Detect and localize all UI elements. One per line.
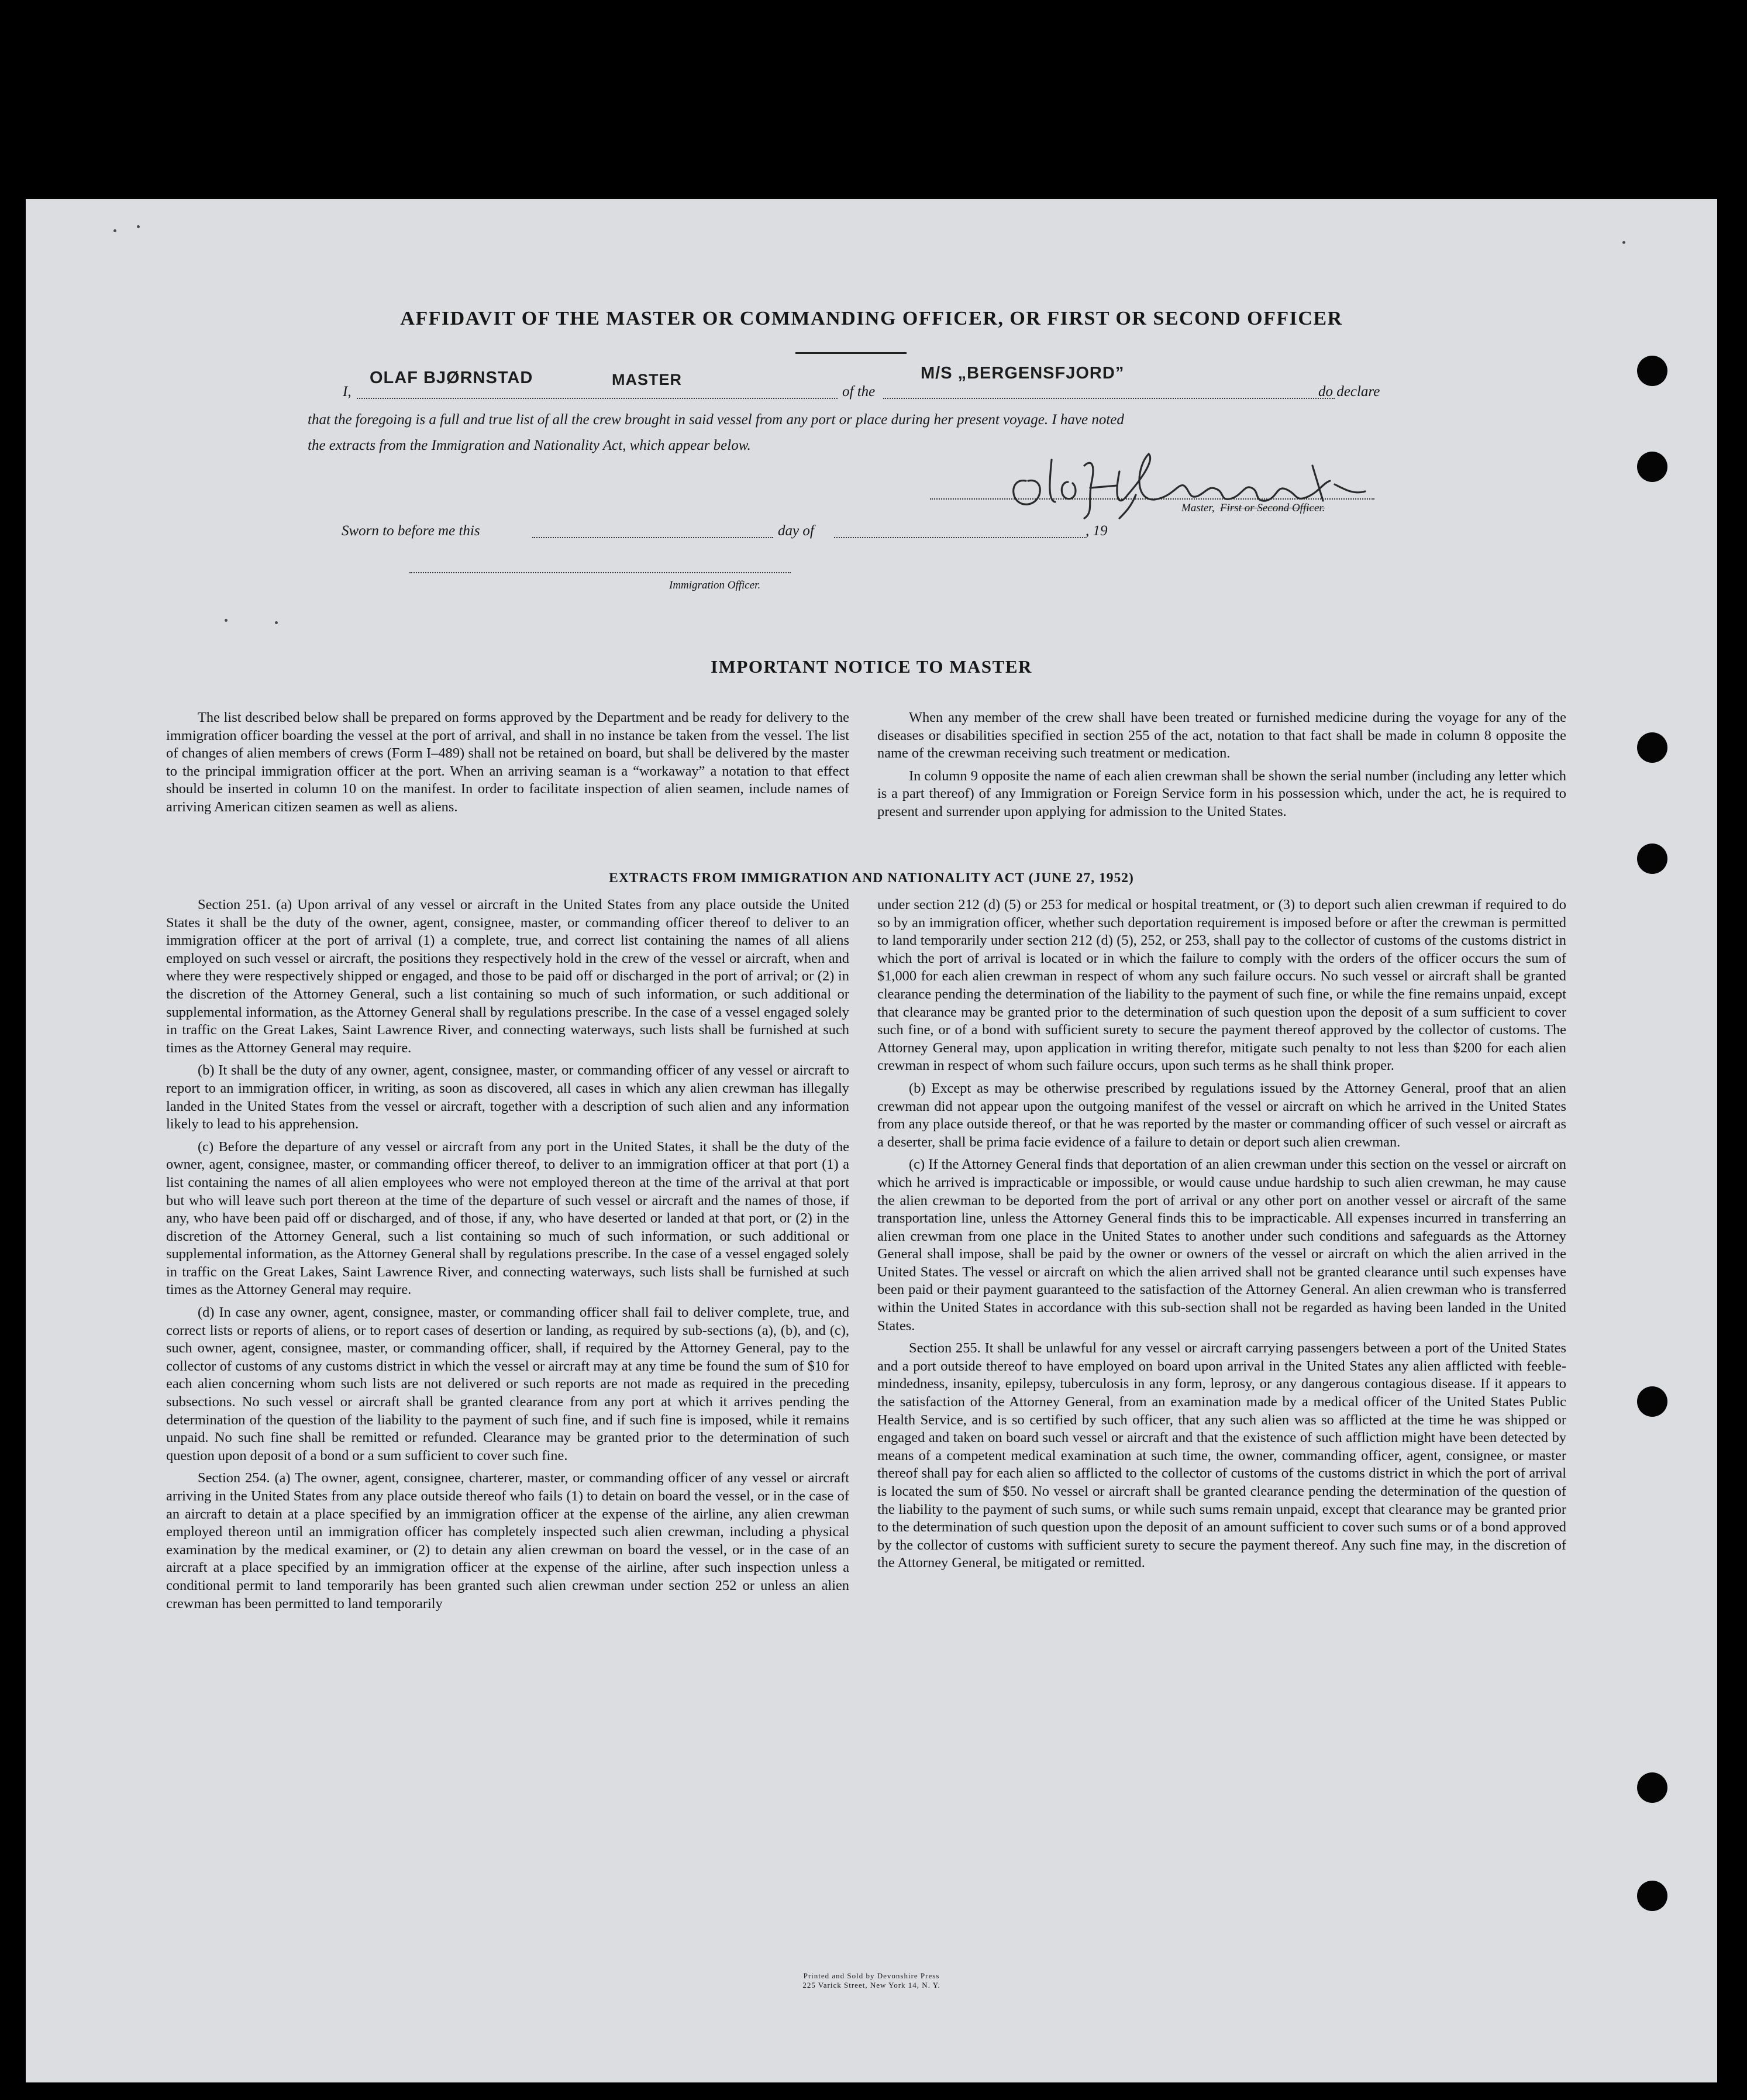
title-rule	[795, 352, 907, 354]
declaration-line-1: that the foregoing is a full and true list of all the crew brought in said vessel from any port or place during her present voyage. I have noted	[308, 412, 1124, 428]
extract-paragraph: (c) Before the departure of any vessel or aircraft from any port in the United States, it shall be the duty of the owner, agent, consignee, master, or commanding officer thereof, to deliver to an immigration officer at that port (1) a list containing the names of all alien employees who were not employed thereon at the time of the arrival at that port but who will leave such port thereon at the time of the departure of such vessel or aircraft and the names of those, if any, who have been paid off or discharged, and of those, if any, who have deserted or landed at that port, or (2) in the discretion of the Attorney General, such a list containing so much of such information, or such additional or supplemental information, as the Attorney General shall by regulations prescribe. In the case of a vessel engaged solely in traffic on the Great Lakes, Saint Lawrence River, and connecting waterways, such lists shall be furnished at such times as the Attorney General may require.	[166, 1138, 849, 1298]
notice-right-column	[877, 709, 1566, 826]
notice-title: IMPORTANT NOTICE TO MASTER	[711, 656, 1032, 677]
extracts-left-column	[166, 896, 849, 1617]
signature-caption-struck: First or Second Officer.	[1220, 502, 1325, 514]
declaration-line-2: the extracts from the Immigration and Nationality Act, which appear below.	[308, 438, 751, 453]
extract-paragraph: (d) In case any owner, agent, consignee, master, or commanding officer shall fail to deliver complete, true, and correct lists or reports of aliens, or to report cases of desertion or landing, as required by sub-sections (a), (b), and (c), such owner, agent, consignee, master, or commanding officer, shall, if required by the Attorney General, pay to the collector of customs of any customs district in which the vessel or aircraft may at any time be found the sum of $10 for each alien concerning whom such lists are not delivered or such reports are not made as required in the preceding subsections. No such vessel or aircraft shall be granted clearance from any port at which it arrives pending the determination of the question of the liability to the payment of such fine, and if such fine is imposed, while it remains unpaid. No such fine shall be remitted or refunded. Clearance may be granted prior to the determination of such question upon deposit of a bond or a sum sufficient to cover such fine.	[166, 1304, 849, 1464]
extract-paragraph: under section 212 (d) (5) or 253 for medical or hospital treatment, or (3) to deport such alien crewman if required to do so by an immigration officer, whether such deportation requirement is imposed before or after the crewman is permitted to land temporarily under section 212 (d) (5), 252, or 253, shall pay to the collector of customs of the customs district in which the port of arrival is located or in which the failure to comply with the orders of the officer occurs the sum of $1,000 for each alien crewman in respect of whom any such failure occurs. No such vessel or aircraft shall be granted clearance pending the determination of the liability to the payment of such fine, or while the fine remains unpaid, except that clearance may be granted prior to the determination of such question upon the deposit of a sum sufficient to cover such fine, or of a bond with sufficient surety to secure the payment thereof approved by the collector of customs. The Attorney General may, upon application in writing therefor, mitigate such penalty to not less than $200 for each alien crewman in respect of whom such failure occurs, upon such terms as he shall think proper.	[877, 897, 1566, 1074]
affidavit-title: AFFIDAVIT OF THE MASTER OR COMMANDING OFFICER, OR FIRST OR SECOND OFFICER	[400, 308, 1343, 329]
extract-paragraph: Section 255. It shall be unlawful for any vessel or aircraft carrying passengers between a port of the United States and a port outside thereof to have employed on board upon arrival in the United States any alien afflicted with feeble-mindedness, insanity, epilepsy, tuberculosis in any form, leprosy, or any dangerous contagious disease. If it appears to the satisfaction of the Attorney General, from an examination made by a medical officer of the United States Public Health Service, and is so certified by such officer, that any such alien was so afflicted at the time he was shipped or engaged and taken on board such vessel or aircraft and that the existence of such affliction might have been detected by means of a competent medical examination at such time, the owner, commanding officer, agent, consignee, or master thereof shall pay for each alien so afflicted to the collector of customs of the customs district in which the port of arrival is located the sum of $50. No vessel or aircraft shall be granted clearance pending the determination of the question of the liability to the payment of such sums, or while such sums remain unpaid, except that clearance may be granted prior to the determination of such question upon the deposit of an amount sufficient to cover such sums or of a bond approved by the collector of customs with sufficient surety to secure the payment thereof. Any such fine may, in the discretion of the Attorney General, be mitigated or remitted.	[877, 1340, 1566, 1571]
punch-hole	[1637, 356, 1667, 386]
vessel-stamp: M/S „BERGENSFJORD”	[921, 364, 1125, 383]
sworn-label: Sworn to before me this	[342, 523, 480, 539]
i-label: I,	[343, 384, 352, 400]
punch-hole	[1637, 1772, 1667, 1803]
extract-paragraph: Section 254. (a) The owner, agent, consignee, charterer, master, or commanding officer of any vessel or aircraft arriving in the United States from any place outside thereof who fails (1) to detain on board the vessel, or in the case of an aircraft to detain at a place specified by an immigration officer at the expense of the airline, any alien crewman employed thereon until an immigration officer has completely inspected such alien crewman, including a physical examination by the medical examiner, or (2) to detain any alien crewman on board the vessel, or in the case of an aircraft at a place specified by an immigration officer at the expense of the airline, after such inspection unless a conditional permit to land temporarily has been granted such alien crewman under section 252 or unless an alien crewman has been permitted to land temporarily	[166, 1470, 849, 1612]
printer-line-1: Printed and Sold by Devonshire Press	[803, 1971, 940, 1980]
paper-speck	[225, 619, 228, 622]
punch-hole	[1637, 732, 1667, 763]
of-the-label: of the	[842, 384, 876, 400]
extract-paragraph: (b) It shall be the duty of any owner, agent, consignee, master, or commanding officer of any vessel or aircraft to report to an immigration officer, in writing, as soon as discovered, all cases in which any alien crewman has illegally landed in the United States from the vessel or aircraft, together with a description of such alien and any information likely to lead to his apprehension.	[166, 1062, 849, 1132]
day-of-label: day of	[778, 523, 814, 539]
printer-imprint	[26, 1971, 1717, 1990]
punch-hole	[1637, 452, 1667, 482]
notice-right-paragraph-1: When any member of the crew shall have been treated or furnished medicine during the voyage for any of the diseases or disabilities specified in section 255 of the act, notation to that fact shall be made in column 8 opposite the name of the crewman receiving such treatment or medication.	[877, 710, 1566, 762]
paper-speck	[275, 621, 278, 624]
sworn-day-line	[532, 537, 773, 538]
vessel-line	[883, 398, 1335, 399]
master-name-stamp: OLAF BJØRNSTAD	[370, 369, 533, 387]
extract-paragraph: (b) Except as may be otherwise prescribed by regulations issued by the Attorney General, proof that an alien crewman did not appear upon the outgoing manifest of the vessel or aircraft on which he arrived in the United States from any place outside thereof, or that he was reported by the master or commanding officer of such vessel or aircraft as a deserter, shall be prima facie evidence of a failure to detain or deport such alien crewman.	[877, 1080, 1566, 1150]
paper-speck	[113, 229, 116, 232]
extracts-title: EXTRACTS FROM IMMIGRATION AND NATIONALITY ACT (JUNE 27, 1952)	[609, 870, 1134, 886]
rank-stamp: MASTER	[612, 371, 682, 388]
extract-paragraph: (c) If the Attorney General finds that deportation of an alien crewman under this section on the vessel or aircraft on which he arrived is impracticable or impossible, or would cause undue hardship to such alien crewman, he may cause the alien crewman to be deported from the port of arrival or any other port on another vessel or aircraft of the same transportation line, unless the Attorney General finds this to be impracticable. All expenses incurred in transferring an alien crewman from one place in the United States to another under such conditions and safeguards as the Attorney General shall impose, shall be paid by the owner or owners of the vessel or aircraft on which the alien arrived in the United States. The vessel or aircraft on which the alien arrived shall not be granted clearance until such expenses have been paid or their payment guaranteed to the satisfaction of the Attorney General. An alien crewman who is transferred within the United States in accordance with this sub-section shall not be regarded as having been landed in the United States.	[877, 1156, 1566, 1334]
do-declare-label: do declare	[1318, 384, 1380, 400]
extract-paragraph: Section 251. (a) Upon arrival of any vessel or aircraft in the United States from any place outside the United States it shall be the duty of the owner, agent, consignee, master, or commanding officer thereof to deliver to an immigration officer at the port of arrival (1) a complete, true, and correct list containing the names of all aliens employed on such vessel or aircraft, the positions they respectively hold in the crew of the vessel or aircraft, when and where they were respectively shipped or engaged, and those to be paid off or discharged in the port of arrival; or (2) in the discretion of the Attorney General, such a list containing so much of such information, or such additional or supplemental information, as the Attorney General shall by regulations prescribe. In the case of a vessel engaged solely in traffic on the Great Lakes, Saint Lawrence River, and connecting waterways, such lists shall be furnished at such times as the Attorney General may require.	[166, 897, 849, 1056]
punch-hole	[1637, 1881, 1667, 1911]
signature-caption-master: Master,	[1181, 502, 1215, 514]
name-line	[357, 398, 838, 399]
notice-left-column	[166, 709, 849, 821]
punch-hole	[1637, 1386, 1667, 1417]
printer-line-2: 225 Varick Street, New York 14, N. Y.	[802, 1981, 940, 1989]
notice-left-paragraph: The list described below shall be prepared on forms approved by the Department and be ready for delivery to the immigration officer boarding the vessel at the port of arrival, and shall in no instance be taken from the vessel. The list of changes of alien members of crews (Form I–489) shall not be retained on board, but shall be delivered by the master to the principal immigration officer at the port. When an arriving seaman is a “workaway” a notation to that effect should be inserted in column 10 on the manifest. In order to facilitate inspection of alien seamen, include names of arriving American citizen seamen as well as aliens.	[166, 710, 849, 815]
paper-speck	[137, 225, 140, 228]
paper-speck	[1622, 241, 1625, 244]
punch-hole	[1637, 844, 1667, 874]
immigration-officer-caption: Immigration Officer.	[669, 579, 761, 591]
immigration-officer-line	[409, 572, 791, 573]
notice-right-paragraph-2: In column 9 opposite the name of each alien crewman shall be shown the serial number (including any letter which is a part thereof) of any Immigration or Foreign Service form in his possession which, under the act, he is required to present and surrender upon applying for admission to the United States.	[877, 767, 1566, 820]
year-label: , 19	[1086, 523, 1108, 539]
extracts-right-column	[877, 896, 1566, 1577]
sworn-month-line	[834, 537, 1086, 538]
document-sheet	[26, 199, 1717, 2082]
